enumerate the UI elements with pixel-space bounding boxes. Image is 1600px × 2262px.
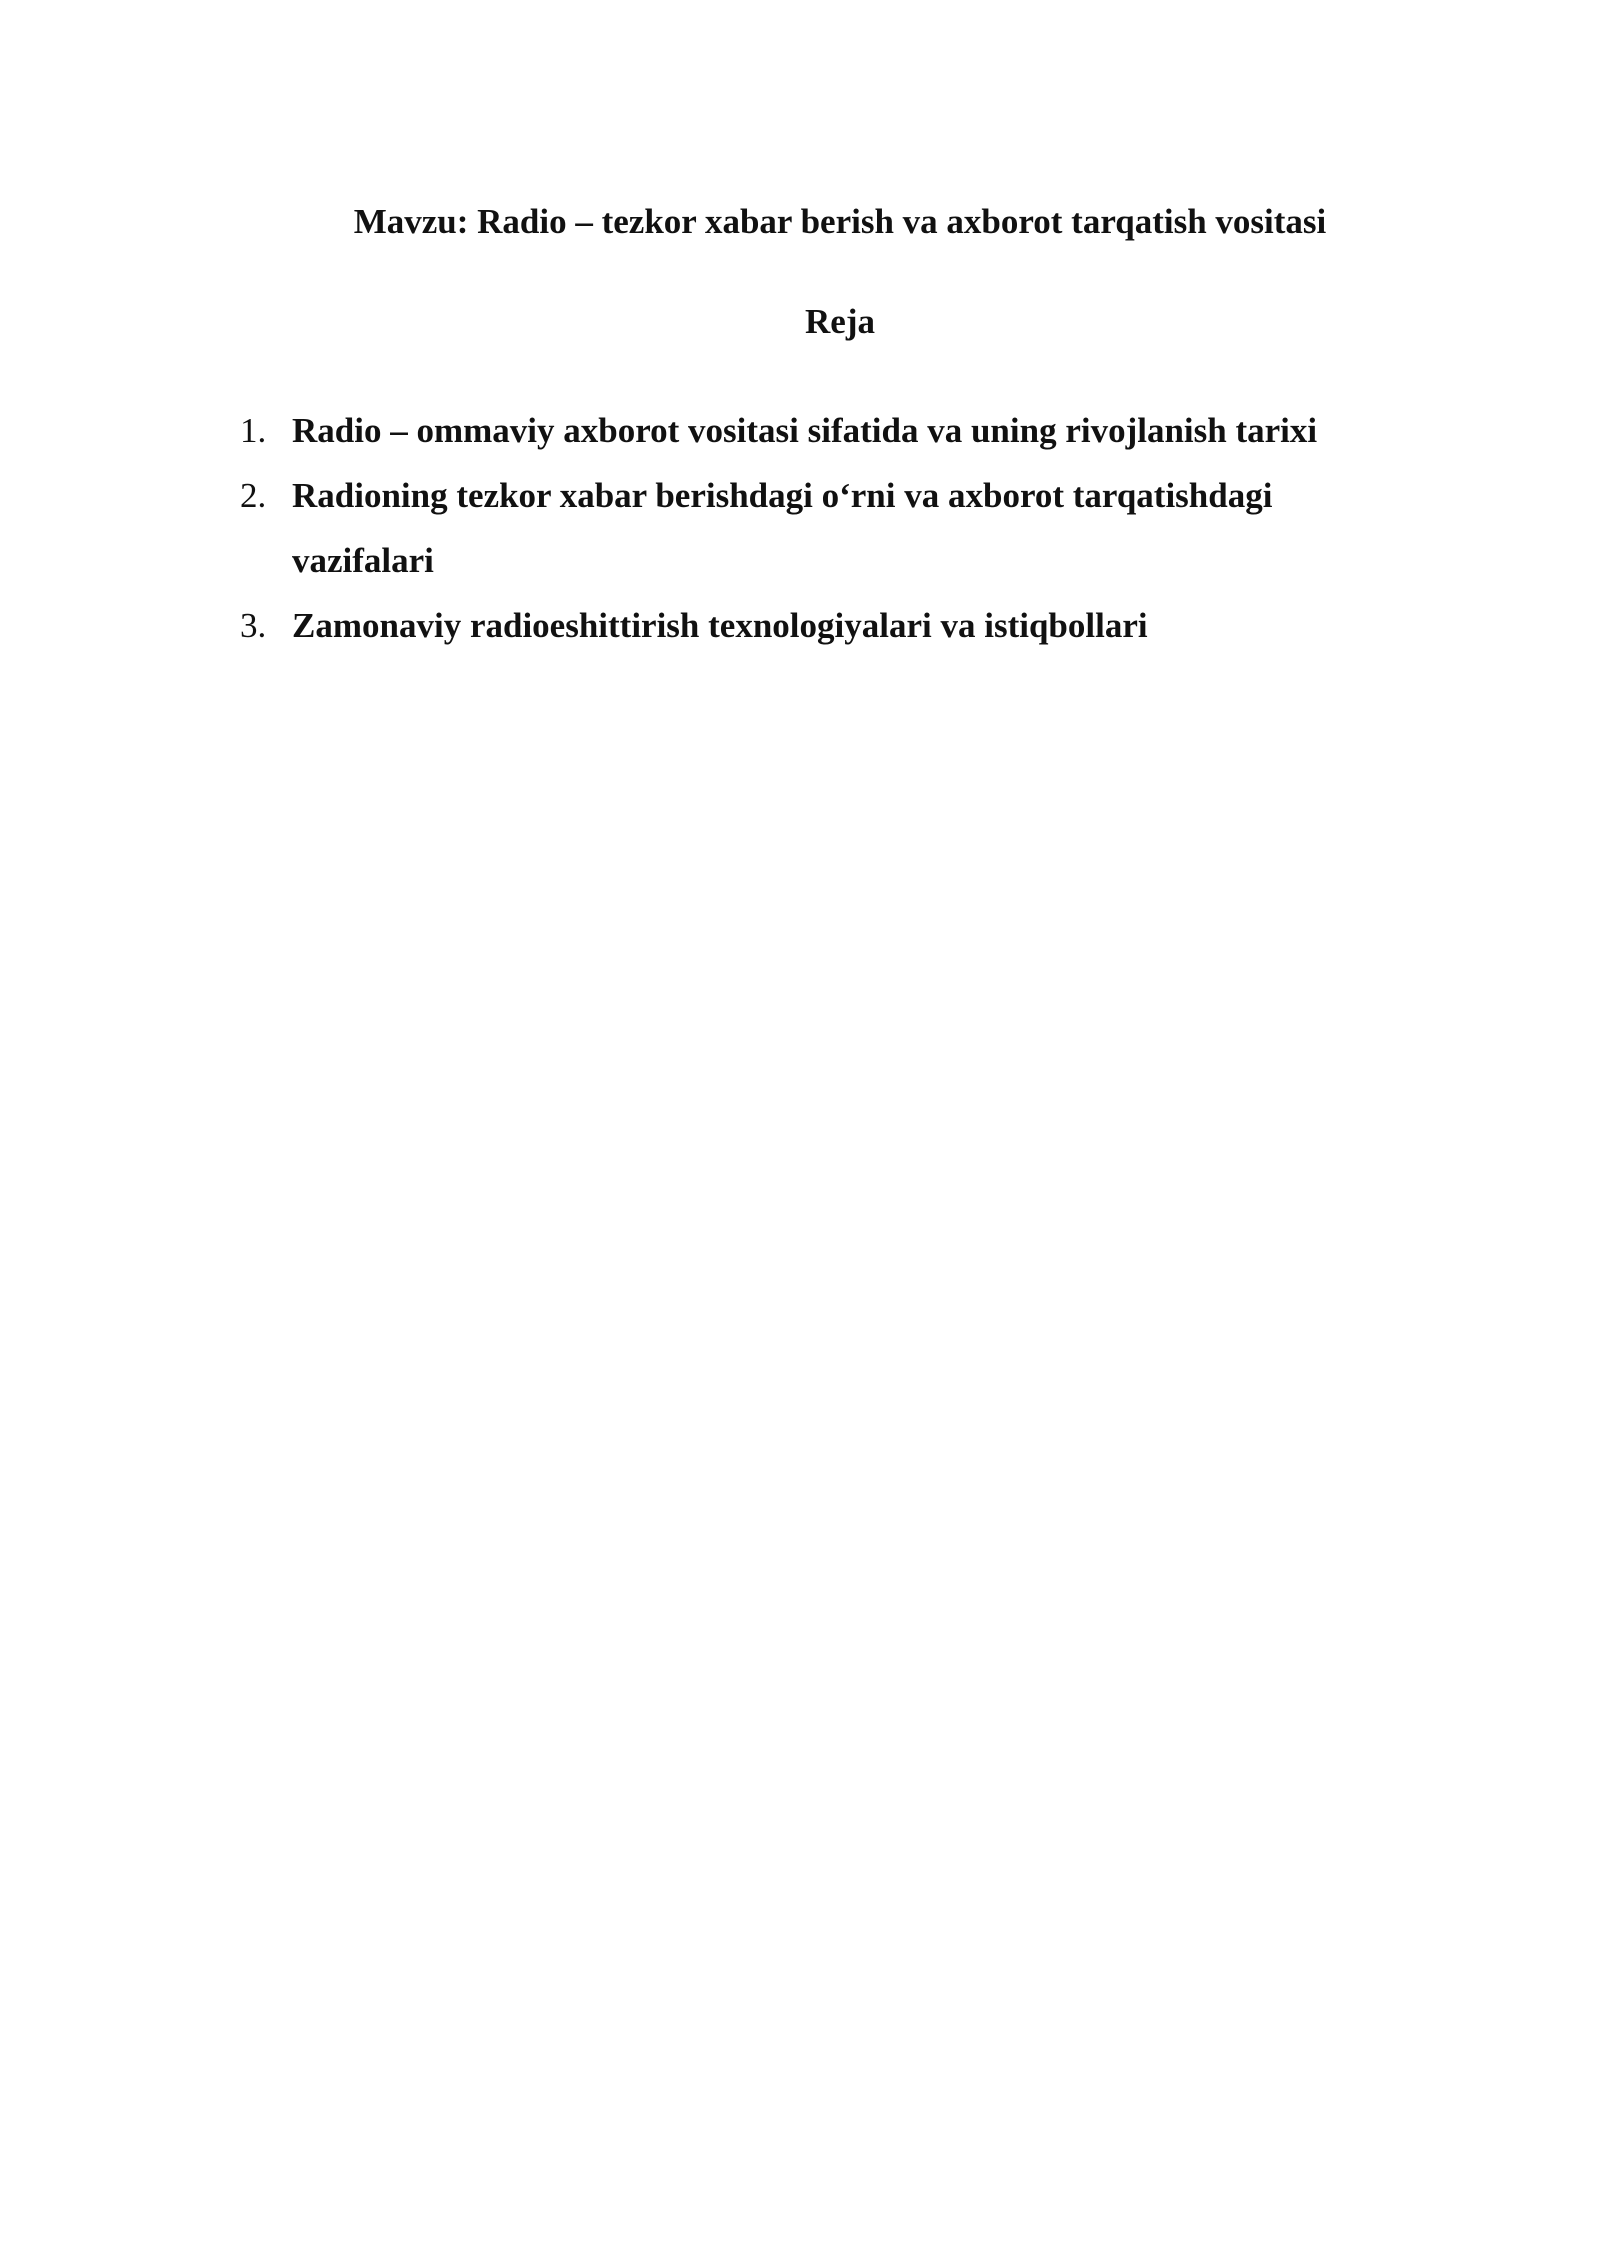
plan-item-text: Radioning tezkor xabar berishdagi o‘rni va axborot tarqatishdagi vazifalari <box>292 476 1273 580</box>
plan-item-number: 2. <box>240 476 267 515</box>
plan-list <box>240 398 1420 658</box>
plan-item <box>240 463 1420 593</box>
plan-item-number: 3. <box>240 606 267 645</box>
plan-item <box>240 398 1420 463</box>
plan-item-text: Radio – ommaviy axborot vositasi sifatida va uning rivojlanish tarixi <box>292 411 1318 450</box>
plan-heading: Reja <box>805 302 875 341</box>
plan-item <box>240 593 1420 658</box>
document-title: Mavzu: Radio – tezkor xabar berish va axborot tarqatish vositasi <box>353 202 1327 241</box>
plan-item-text: Zamonaviy radioeshittirish texnologiyalari va istiqbollari <box>292 606 1148 645</box>
plan-item-number: 1. <box>240 411 267 450</box>
